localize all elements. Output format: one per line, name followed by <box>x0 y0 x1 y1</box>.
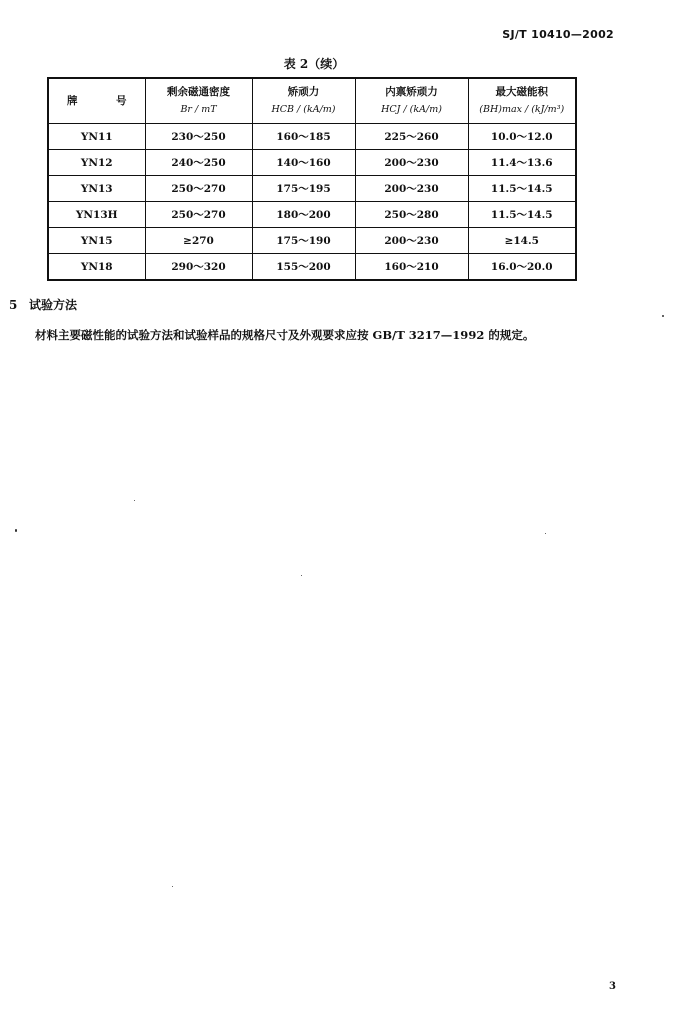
cell-remanence: 250～270 <box>145 202 252 228</box>
cell-remanence: 250～270 <box>145 176 252 202</box>
header-intrinsic-coercivity <box>355 78 468 124</box>
cell-grade: YN13 <box>48 176 145 202</box>
cell-max-energy-product: 10.0～12.0 <box>468 124 576 150</box>
table-row <box>48 202 576 228</box>
header-remanence-name: 剩余磁通密度 <box>167 86 230 98</box>
scan-speck <box>15 529 17 532</box>
magnet-grades-table <box>47 77 577 281</box>
cell-max-energy-product: 11.5～14.5 <box>468 202 576 228</box>
header-coercivity-name: 矫顽力 <box>287 86 320 98</box>
cell-intrinsic-coercivity: 160～210 <box>355 254 468 281</box>
header-intrinsic-coercivity-name: 内禀矫顽力 <box>385 86 438 98</box>
header-max-energy-product-name: 最大磁能积 <box>495 86 548 98</box>
cell-max-energy-product: 16.0～20.0 <box>468 254 576 281</box>
cell-coercivity: 160～185 <box>252 124 355 150</box>
cell-coercivity: 140～160 <box>252 150 355 176</box>
cell-coercivity: 155～200 <box>252 254 355 281</box>
cell-intrinsic-coercivity: 225～260 <box>355 124 468 150</box>
section-title: 试验方法 <box>29 298 78 312</box>
cell-max-energy-product: ≥14.5 <box>468 228 576 254</box>
cell-max-energy-product: 11.5～14.5 <box>468 176 576 202</box>
cell-intrinsic-coercivity: 250～280 <box>355 202 468 228</box>
header-max-energy-product <box>468 78 576 124</box>
header-coercivity-unit: HCB / (kA/m) <box>271 104 336 115</box>
section-body-text: 材料主要磁性能的试验方法和试验样品的规格尺寸及外观要求应按 GB/T 3217—1992 的规定。 <box>35 328 535 342</box>
header-brand: 牌 号 <box>48 78 145 124</box>
scan-speck <box>545 533 546 534</box>
table-row <box>48 150 576 176</box>
cell-intrinsic-coercivity: 200～230 <box>355 150 468 176</box>
cell-grade: YN12 <box>48 150 145 176</box>
cell-remanence: ≥270 <box>145 228 252 254</box>
cell-remanence: 290～320 <box>145 254 252 281</box>
header-remanence <box>145 78 252 124</box>
table-row <box>48 254 576 281</box>
header-coercivity <box>252 78 355 124</box>
table-row <box>48 228 576 254</box>
cell-intrinsic-coercivity: 200～230 <box>355 228 468 254</box>
scan-speck <box>301 575 302 576</box>
table-row <box>48 176 576 202</box>
cell-max-energy-product: 11.4～13.6 <box>468 150 576 176</box>
header-intrinsic-coercivity-unit: HCJ / (kA/m) <box>381 104 442 115</box>
cell-remanence: 230～250 <box>145 124 252 150</box>
header-remanence-unit: Br / mT <box>180 104 217 115</box>
cell-grade: YN13H <box>48 202 145 228</box>
cell-remanence: 240～250 <box>145 150 252 176</box>
section-number: 5 <box>9 298 18 312</box>
scan-speck <box>134 500 135 501</box>
cell-coercivity: 175～190 <box>252 228 355 254</box>
cell-grade: YN18 <box>48 254 145 281</box>
page-number: 3 <box>609 981 616 992</box>
table-title: 表 2（续） <box>283 57 345 71</box>
cell-coercivity: 175～195 <box>252 176 355 202</box>
table-header-row <box>48 78 576 124</box>
scan-speck <box>662 315 664 317</box>
cell-intrinsic-coercivity: 200～230 <box>355 176 468 202</box>
standard-code: SJ/T 10410—2002 <box>502 28 614 41</box>
cell-grade: YN15 <box>48 228 145 254</box>
table-row <box>48 124 576 150</box>
cell-grade: YN11 <box>48 124 145 150</box>
scan-speck <box>172 886 173 887</box>
header-max-energy-product-unit: (BH)max / (kJ/m³) <box>479 104 565 115</box>
section-heading <box>9 296 77 313</box>
cell-coercivity: 180～200 <box>252 202 355 228</box>
